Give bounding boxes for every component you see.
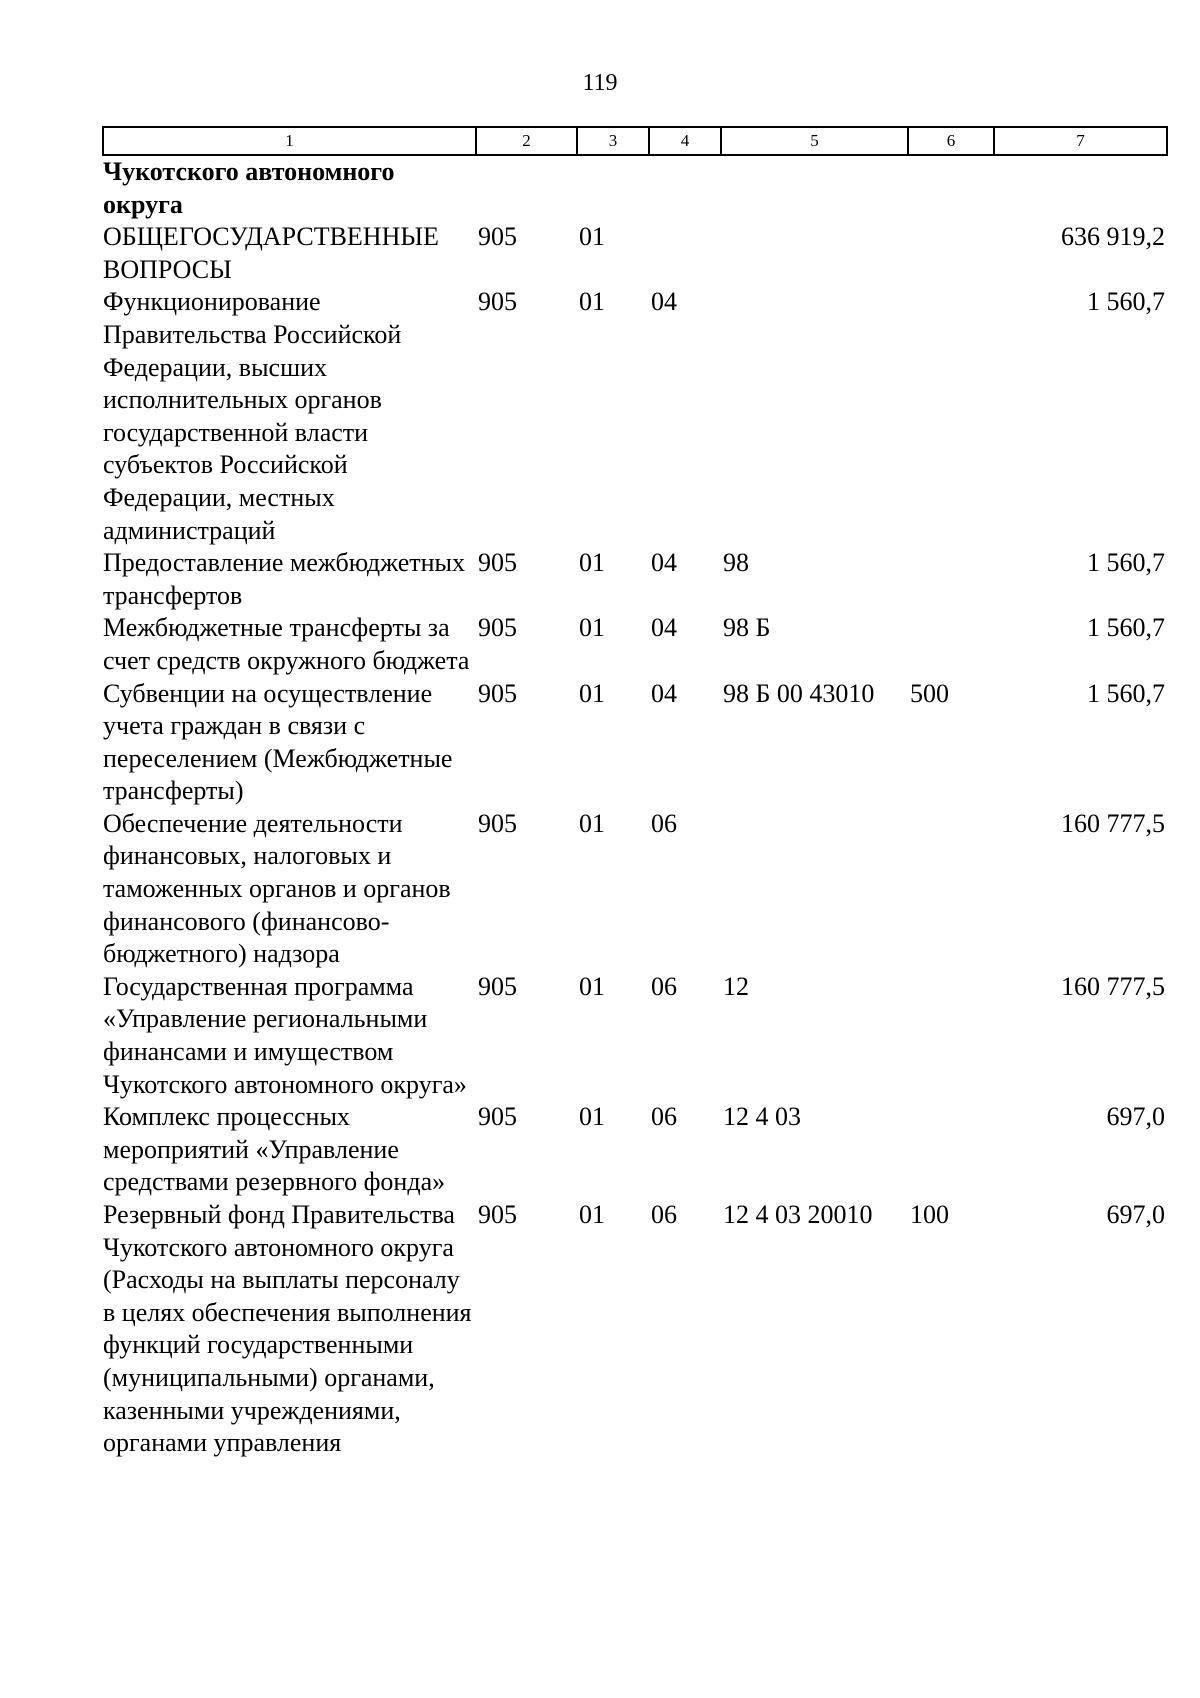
row-amount: 1 560,7 bbox=[1087, 678, 1165, 708]
row-subsection: 06 bbox=[651, 1102, 677, 1132]
row-target-article bbox=[721, 808, 908, 971]
row-amount: 697,0 bbox=[1106, 1200, 1165, 1229]
row-name: Резервный фонд Правительства Чукотского автономного округа (Расходы на выплаты персоналу в целях обеспечения выполнения функций государственными (муниципальными) органами, казенными учреждениями, органами управления bbox=[103, 1200, 472, 1458]
row-target-article bbox=[721, 286, 908, 547]
table-row bbox=[103, 286, 1167, 547]
row-section: 01 bbox=[579, 1102, 605, 1132]
row-admin-code: 905 bbox=[478, 971, 517, 1001]
row-admin-code bbox=[476, 155, 577, 221]
row-subsection: 04 bbox=[651, 613, 677, 643]
row-target-article: 12 4 03 20010 bbox=[723, 1200, 873, 1229]
row-section: 01 bbox=[579, 1200, 605, 1229]
row-name: Обеспечение деятельности финансовых, налоговых и таможенных органов и органов финансового (финансово-бюджетного) надзора bbox=[103, 808, 451, 969]
row-expense-type bbox=[908, 547, 994, 612]
row-target-article: 12 bbox=[723, 971, 749, 1001]
row-admin-code: 905 bbox=[478, 222, 517, 252]
row-admin-code: 905 bbox=[478, 287, 517, 317]
row-subsection: 04 bbox=[651, 678, 677, 708]
table-row bbox=[103, 808, 1167, 971]
table-row bbox=[103, 971, 1167, 1101]
row-section: 01 bbox=[579, 287, 605, 317]
header-col-7: 7 bbox=[994, 127, 1167, 155]
row-name: Чукотского автономного округа bbox=[103, 157, 395, 219]
row-admin-code: 905 bbox=[478, 1200, 517, 1229]
row-subsection bbox=[649, 221, 721, 286]
header-col-6: 6 bbox=[908, 127, 994, 155]
row-section: 01 bbox=[579, 971, 605, 1001]
table-header bbox=[103, 127, 1167, 155]
header-col-1: 1 bbox=[103, 127, 476, 155]
row-section: 01 bbox=[579, 222, 605, 252]
row-target-article bbox=[721, 155, 908, 221]
row-admin-code: 905 bbox=[478, 678, 517, 708]
row-amount: 636 919,2 bbox=[1061, 222, 1165, 252]
header-row bbox=[103, 127, 1167, 155]
row-expense-type bbox=[908, 808, 994, 971]
row-amount: 160 777,5 bbox=[1061, 971, 1165, 1001]
page-number: 119 bbox=[582, 70, 618, 96]
row-subsection: 04 bbox=[651, 548, 677, 578]
row-expense-type: 500 bbox=[910, 678, 949, 708]
table-row bbox=[103, 1199, 1167, 1460]
row-subsection: 04 bbox=[651, 287, 677, 317]
row-name: Функционирование Правительства Российской Федерации, высших исполнительных органов государственной власти субъектов Российской Федерации, местных администраций bbox=[103, 287, 402, 545]
row-expense-type bbox=[908, 971, 994, 1101]
row-amount: 1 560,7 bbox=[1087, 287, 1165, 317]
table-body bbox=[103, 155, 1167, 1460]
row-subsection: 06 bbox=[651, 971, 677, 1001]
row-target-article: 98 Б bbox=[723, 613, 771, 643]
row-section: 01 bbox=[579, 548, 605, 578]
header-col-5: 5 bbox=[721, 127, 908, 155]
table-row bbox=[103, 547, 1167, 612]
table-row bbox=[103, 678, 1167, 808]
table-row bbox=[103, 1101, 1167, 1199]
row-amount: 160 777,5 bbox=[1061, 808, 1165, 838]
row-section: 01 bbox=[579, 613, 605, 643]
row-expense-type bbox=[908, 155, 994, 221]
row-amount: 1 560,7 bbox=[1087, 548, 1165, 578]
row-expense-type bbox=[908, 612, 994, 677]
budget-table bbox=[102, 126, 1168, 1460]
table-row bbox=[103, 612, 1167, 677]
row-name: Субвенции на осуществление учета граждан в связи с переселением (Межбюджетные трансферты) bbox=[103, 678, 453, 806]
row-name: Государственная программа «Управление региональными финансами и имуществом Чукотского автономного округа» bbox=[103, 971, 467, 1099]
row-section bbox=[577, 155, 649, 221]
row-amount bbox=[994, 155, 1167, 221]
row-subsection bbox=[649, 155, 721, 221]
row-name: ОБЩЕГОСУДАРСТВЕННЫЕ ВОПРОСЫ bbox=[103, 222, 439, 284]
row-expense-type bbox=[908, 221, 994, 286]
table-row bbox=[103, 155, 1167, 221]
row-expense-type bbox=[908, 1101, 994, 1199]
row-admin-code: 905 bbox=[478, 613, 517, 643]
row-amount: 1 560,7 bbox=[1087, 613, 1165, 643]
header-col-4: 4 bbox=[649, 127, 721, 155]
row-target-article bbox=[721, 221, 908, 286]
row-expense-type bbox=[908, 286, 994, 547]
row-name: Комплекс процессных мероприятий «Управление средствами резервного фонда» bbox=[103, 1102, 446, 1197]
row-target-article: 12 4 03 bbox=[723, 1102, 801, 1132]
row-target-article: 98 Б 00 43010 bbox=[723, 678, 875, 708]
row-name: Предоставление межбюджетных трансфертов bbox=[103, 548, 466, 610]
row-admin-code: 905 bbox=[478, 1102, 517, 1132]
row-section: 01 bbox=[579, 678, 605, 708]
row-amount: 697,0 bbox=[1106, 1102, 1165, 1132]
row-section: 01 bbox=[579, 808, 605, 838]
row-admin-code: 905 bbox=[478, 548, 517, 578]
row-name: Межбюджетные трансферты за счет средств окружного бюджета bbox=[103, 613, 470, 675]
row-expense-type: 100 bbox=[910, 1200, 949, 1229]
header-col-3: 3 bbox=[577, 127, 649, 155]
table-row bbox=[103, 221, 1167, 286]
row-admin-code: 905 bbox=[478, 808, 517, 838]
row-subsection: 06 bbox=[651, 1200, 677, 1229]
row-target-article: 98 bbox=[723, 548, 749, 578]
row-subsection: 06 bbox=[651, 808, 677, 838]
header-col-2: 2 bbox=[476, 127, 577, 155]
